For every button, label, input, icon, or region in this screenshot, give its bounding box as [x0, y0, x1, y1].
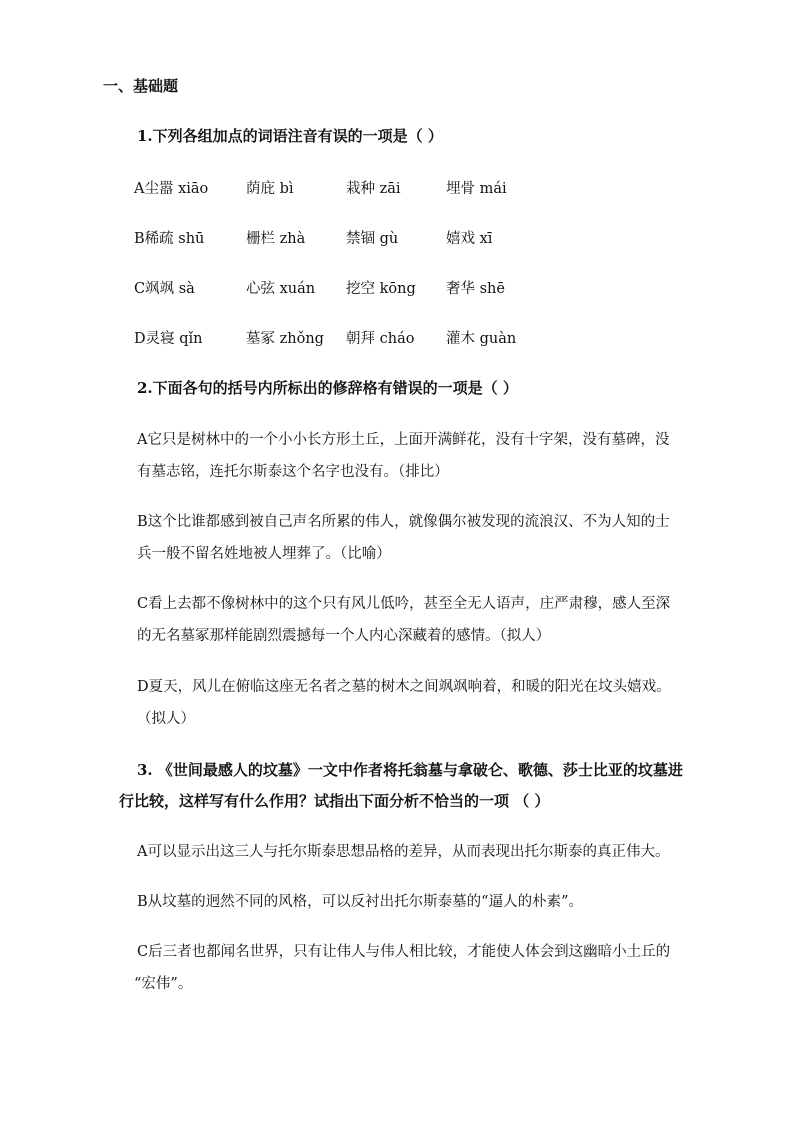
q2-option-c-line-2: 的无名墓冢那样能剧烈震撼每一个人内心深藏着的感情。（拟人） — [137, 628, 551, 644]
q1-option-a-item-2: 荫庇 bì — [246, 181, 294, 197]
q3-option-c-line-2: “宏伟”。 — [134, 976, 193, 992]
q1-option-b-item-3: 禁锢 gù — [346, 231, 399, 247]
q2-option-a-line-1: A它只是树林中的一个小小长方形土丘，上面开满鲜花，没有十字架，没有墓碑，没 — [137, 432, 670, 448]
q2-option-d-line-1: D夏天，风儿在俯临这座无名者之墓的树木之间飒飒响着，和暖的阳光在坟头嬉戏。 — [137, 679, 671, 695]
q1-option-d-item-4: 灌木 guàn — [446, 331, 517, 347]
q2-option-a-line-2: 有墓志铭，连托尔斯泰这个名字也没有。（排比） — [137, 464, 449, 480]
q1-option-c-item-4: 奢华 shē — [446, 281, 505, 297]
q2-option-d-line-2: （拟人） — [137, 711, 195, 727]
question-3-title-line-1: 3. 《世间最感人的坟墓》一文中作者将托翁墓与拿破仑、歌德、莎士比亚的坟墓进 — [137, 761, 683, 779]
q1-option-d-item-2: 墓冢 zhǒng — [246, 331, 324, 347]
q3-option-b-line-1: B从坟墓的迥然不同的风格，可以反衬出托尔斯泰墓的“逼人的朴素”。 — [137, 894, 583, 910]
q1-option-b-item-4: 嬉戏 xī — [446, 231, 493, 247]
question-2-title: 2.下面各句的括号内所标出的修辞格有错误的一项是（ ） — [137, 379, 518, 397]
q1-option-c-item-1: C飒飒 sà — [134, 281, 195, 297]
q1-option-b-item-1: B稀疏 shū — [134, 231, 205, 247]
q2-option-b-line-1: B这个比谁都感到被自己声名所累的伟人，就像偶尔被发现的流浪汉、不为人知的士 — [137, 514, 670, 530]
q1-option-d-item-1: D灵寝 qǐn — [134, 331, 203, 347]
q2-option-b-line-2: 兵一般不留名姓地被人埋葬了。（比喻） — [137, 546, 391, 562]
q1-option-d-item-3: 朝拜 cháo — [346, 331, 415, 347]
q2-option-c-line-1: C看上去都不像树林中的这个只有风儿低吟，甚至全无人语声，庄严肃穆，感人至深 — [137, 596, 671, 612]
q1-option-a-item-1: A尘嚣 xiāo — [134, 181, 209, 197]
question-3-title-line-2: 行比较，这样写有什么作用？试指出下面分析不恰当的一项 （ ） — [119, 792, 550, 810]
q1-option-a-item-4: 埋骨 mái — [446, 181, 507, 197]
q1-option-b-item-2: 栅栏 zhà — [246, 231, 306, 247]
question-1-title: 1.下列各组加点的词语注音有误的一项是（ ） — [137, 127, 443, 145]
q1-option-a-item-3: 栽种 zāi — [346, 181, 401, 197]
q3-option-a-line-1: A可以显示出这三人与托尔斯泰思想品格的差异，从而表现出托尔斯泰的真正伟大。 — [137, 844, 670, 860]
q3-option-c-line-1: C后三者也都闻名世界，只有让伟人与伟人相比较，才能使人体会到这幽暗小土丘的 — [137, 944, 671, 960]
q1-option-c-item-3: 挖空 kōng — [346, 281, 416, 297]
q1-option-c-item-2: 心弦 xuán — [246, 281, 316, 297]
section-title: 一、基础题 — [103, 77, 179, 95]
